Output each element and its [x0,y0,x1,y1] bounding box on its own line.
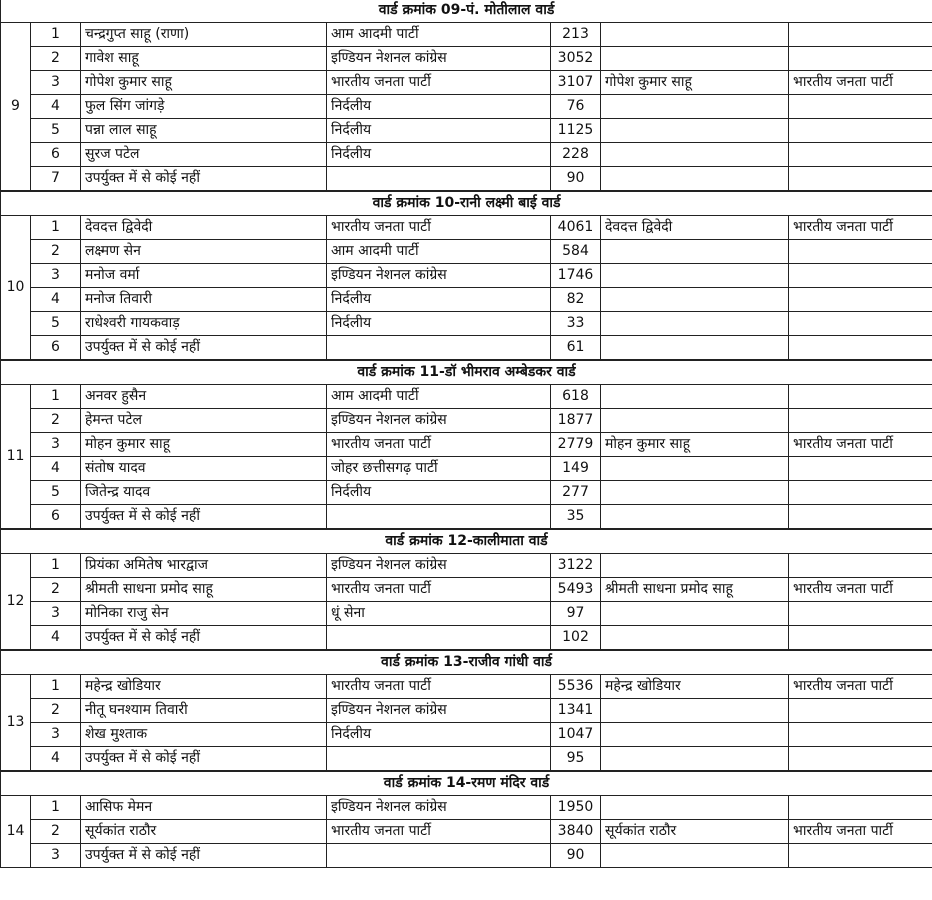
winner-name [601,95,789,119]
winner-name [601,699,789,723]
candidate-name: उपर्युक्त में से कोई नहीं [81,167,327,192]
candidate-name: शेख मुश्ताक [81,723,327,747]
winner-party [789,602,932,626]
candidate-name: गोपेश कुमार साहू [81,71,327,95]
serial-number: 4 [31,95,81,119]
serial-number: 6 [31,143,81,167]
party-name: इण्डियन नेशनल कांग्रेस [327,796,551,820]
candidate-row [1,23,932,47]
winner-party: भारतीय जनता पार्टी [789,820,932,844]
winner-name [601,288,789,312]
winner-party [789,723,932,747]
party-name: भारतीय जनता पार्टी [327,216,551,240]
winner-name [601,23,789,47]
candidate-name: फुल सिंग जांगड़े [81,95,327,119]
winner-name: गोपेश कुमार साहू [601,71,789,95]
candidate-row [1,95,932,119]
vote-count: 90 [551,844,601,868]
vote-count: 5493 [551,578,601,602]
ward-title: वार्ड क्रमांक 10-रानी लक्ष्मी बाई वार्ड [1,191,932,216]
serial-number: 1 [31,554,81,578]
serial-number: 1 [31,23,81,47]
party-name [327,844,551,868]
party-name: निर्दलीय [327,119,551,143]
vote-count: 95 [551,747,601,772]
candidate-row [1,602,932,626]
winner-name: देवदत्त द्विवेदी [601,216,789,240]
candidate-row [1,481,932,505]
candidate-row [1,554,932,578]
vote-count: 82 [551,288,601,312]
serial-number: 3 [31,264,81,288]
serial-number: 1 [31,385,81,409]
party-name: भारतीय जनता पार्टी [327,578,551,602]
winner-party [789,385,932,409]
party-name [327,747,551,772]
serial-number: 4 [31,626,81,651]
candidate-name: लक्ष्मण सेन [81,240,327,264]
winner-name [601,409,789,433]
vote-count: 33 [551,312,601,336]
ward-number: 12 [1,554,31,651]
ward-header-row [1,191,932,216]
serial-number: 2 [31,820,81,844]
vote-count: 3107 [551,71,601,95]
serial-number: 3 [31,844,81,868]
candidate-row [1,143,932,167]
candidate-name: गावेश साहू [81,47,327,71]
vote-count: 1341 [551,699,601,723]
serial-number: 2 [31,578,81,602]
candidate-name: जितेन्द्र यादव [81,481,327,505]
party-name: निर्दलीय [327,143,551,167]
winner-name [601,481,789,505]
ward-number: 10 [1,216,31,361]
winner-name [601,143,789,167]
winner-party [789,481,932,505]
winner-name [601,385,789,409]
winner-name [601,626,789,651]
candidate-name: चन्द्रगुप्त साहू (राणा) [81,23,327,47]
vote-count: 1125 [551,119,601,143]
ward-header-row [1,360,932,385]
candidate-row [1,820,932,844]
serial-number: 6 [31,505,81,530]
serial-number: 4 [31,747,81,772]
ward-number: 14 [1,796,31,868]
candidate-row [1,433,932,457]
party-name [327,505,551,530]
serial-number: 3 [31,723,81,747]
vote-count: 97 [551,602,601,626]
candidate-name: श्रीमती साधना प्रमोद साहू [81,578,327,602]
candidate-name: उपर्युक्त में से कोई नहीं [81,626,327,651]
candidate-name: राधेश्वरी गायकवाड़ [81,312,327,336]
candidate-row [1,312,932,336]
winner-name [601,554,789,578]
vote-count: 1746 [551,264,601,288]
party-name: निर्दलीय [327,288,551,312]
vote-count: 618 [551,385,601,409]
candidate-name: संतोष यादव [81,457,327,481]
vote-count: 4061 [551,216,601,240]
candidate-row [1,264,932,288]
candidate-row [1,723,932,747]
winner-party: भारतीय जनता पार्टी [789,578,932,602]
serial-number: 4 [31,288,81,312]
candidate-row [1,578,932,602]
serial-number: 5 [31,481,81,505]
vote-count: 102 [551,626,601,651]
candidate-row [1,119,932,143]
winner-name [601,505,789,530]
candidate-row [1,626,932,651]
vote-count: 3122 [551,554,601,578]
ward-header-row [1,771,932,796]
winner-name [601,119,789,143]
party-name: इण्डियन नेशनल कांग्रेस [327,47,551,71]
serial-number: 1 [31,216,81,240]
party-name [327,336,551,361]
candidate-row [1,336,932,361]
candidate-name: उपर्युक्त में से कोई नहीं [81,505,327,530]
serial-number: 2 [31,47,81,71]
party-name: इण्डियन नेशनल कांग्रेस [327,409,551,433]
party-name [327,167,551,192]
candidate-row [1,675,932,699]
party-name [327,626,551,651]
candidate-row [1,796,932,820]
winner-party [789,626,932,651]
winner-party [789,288,932,312]
serial-number: 1 [31,675,81,699]
ward-title: वार्ड क्रमांक 12-कालीमाता वार्ड [1,529,932,554]
winner-name [601,747,789,772]
party-name: निर्दलीय [327,312,551,336]
winner-name [601,844,789,868]
candidate-name: मनोज तिवारी [81,288,327,312]
winner-name [601,723,789,747]
candidate-name: सूर्यकांत राठौर [81,820,327,844]
vote-count: 61 [551,336,601,361]
vote-count: 3052 [551,47,601,71]
vote-count: 1047 [551,723,601,747]
winner-party [789,167,932,192]
winner-party [789,457,932,481]
winner-party [789,240,932,264]
vote-count: 228 [551,143,601,167]
winner-name: महेन्द्र खोडियार [601,675,789,699]
party-name: आम आदमी पार्टी [327,385,551,409]
candidate-name: सुरज पटेल [81,143,327,167]
party-name: धूं सेना [327,602,551,626]
vote-count: 35 [551,505,601,530]
serial-number: 2 [31,699,81,723]
winner-party: भारतीय जनता पार्टी [789,675,932,699]
winner-party [789,796,932,820]
candidate-name: हेमन्त पटेल [81,409,327,433]
candidate-row [1,699,932,723]
candidate-row [1,385,932,409]
party-name: इण्डियन नेशनल कांग्रेस [327,699,551,723]
winner-party [789,23,932,47]
winner-party [789,264,932,288]
party-name: जोहर छत्तीसगढ़ पार्टी [327,457,551,481]
vote-count: 2779 [551,433,601,457]
party-name: आम आदमी पार्टी [327,23,551,47]
serial-number: 6 [31,336,81,361]
party-name: भारतीय जनता पार्टी [327,820,551,844]
winner-name [601,796,789,820]
party-name: भारतीय जनता पार्टी [327,71,551,95]
candidate-name: उपर्युक्त में से कोई नहीं [81,844,327,868]
candidate-row [1,240,932,264]
winner-party [789,336,932,361]
vote-count: 3840 [551,820,601,844]
candidate-name: महेन्द्र खोडियार [81,675,327,699]
ward-number: 11 [1,385,31,530]
ward-header-row [1,0,932,23]
candidate-row [1,71,932,95]
candidate-name: मोनिका राजु सेन [81,602,327,626]
winner-party: भारतीय जनता पार्टी [789,71,932,95]
winner-name [601,167,789,192]
winner-party [789,699,932,723]
ward-title: वार्ड क्रमांक 13-राजीव गांधी वार्ड [1,650,932,675]
winner-party [789,844,932,868]
vote-count: 1877 [551,409,601,433]
serial-number: 3 [31,433,81,457]
serial-number: 5 [31,312,81,336]
serial-number: 7 [31,167,81,192]
serial-number: 1 [31,796,81,820]
winner-name: मोहन कुमार साहू [601,433,789,457]
serial-number: 2 [31,240,81,264]
ward-title: वार्ड क्रमांक 14-रमण मंदिर वार्ड [1,771,932,796]
winner-party [789,505,932,530]
candidate-name: नीतू घनश्याम तिवारी [81,699,327,723]
winner-name [601,47,789,71]
winner-party [789,47,932,71]
candidate-name: देवदत्त द्विवेदी [81,216,327,240]
serial-number: 2 [31,409,81,433]
party-name: निर्दलीय [327,723,551,747]
ward-header-row [1,650,932,675]
vote-count: 76 [551,95,601,119]
ward-title: वार्ड क्रमांक 11-डॉ भीमराव अम्बेडकर वार्ड [1,360,932,385]
serial-number: 5 [31,119,81,143]
vote-count: 90 [551,167,601,192]
serial-number: 4 [31,457,81,481]
vote-count: 213 [551,23,601,47]
winner-party: भारतीय जनता पार्टी [789,216,932,240]
party-name: निर्दलीय [327,95,551,119]
candidate-row [1,409,932,433]
winner-name [601,602,789,626]
ward-header-row [1,529,932,554]
candidate-row [1,505,932,530]
vote-count: 277 [551,481,601,505]
candidate-name: मनोज वर्मा [81,264,327,288]
ward-title: वार्ड क्रमांक 09-पं. मोतीलाल वार्ड [1,0,932,23]
vote-count: 149 [551,457,601,481]
candidate-name: पन्ना लाल साहू [81,119,327,143]
party-name: भारतीय जनता पार्टी [327,433,551,457]
party-name: इण्डियन नेशनल कांग्रेस [327,264,551,288]
vote-count: 1950 [551,796,601,820]
candidate-row [1,47,932,71]
winner-party: भारतीय जनता पार्टी [789,433,932,457]
vote-count: 584 [551,240,601,264]
winner-name [601,336,789,361]
serial-number: 3 [31,602,81,626]
ward-number: 9 [1,23,31,192]
candidate-row [1,216,932,240]
winner-name [601,457,789,481]
winner-party [789,95,932,119]
winner-party [789,312,932,336]
vote-count: 5536 [551,675,601,699]
candidate-name: उपर्युक्त में से कोई नहीं [81,747,327,772]
candidate-row [1,457,932,481]
candidate-name: अनवर हुसैन [81,385,327,409]
party-name: निर्दलीय [327,481,551,505]
candidate-name: उपर्युक्त में से कोई नहीं [81,336,327,361]
winner-name [601,264,789,288]
winner-name: श्रीमती साधना प्रमोद साहू [601,578,789,602]
winner-party [789,409,932,433]
winner-name [601,240,789,264]
candidate-name: आसिफ मेमन [81,796,327,820]
winner-name [601,312,789,336]
winner-party [789,554,932,578]
party-name: आम आदमी पार्टी [327,240,551,264]
candidate-row [1,844,932,868]
winner-name: सूर्यकांत राठौर [601,820,789,844]
party-name: भारतीय जनता पार्टी [327,675,551,699]
ward-number: 13 [1,675,31,772]
candidate-row [1,288,932,312]
winner-party [789,119,932,143]
candidate-row [1,167,932,192]
winner-party [789,747,932,772]
serial-number: 3 [31,71,81,95]
party-name: इण्डियन नेशनल कांग्रेस [327,554,551,578]
candidate-name: प्रियंका अमितेष भारद्वाज [81,554,327,578]
candidate-name: मोहन कुमार साहू [81,433,327,457]
winner-party [789,143,932,167]
candidate-row [1,747,932,772]
